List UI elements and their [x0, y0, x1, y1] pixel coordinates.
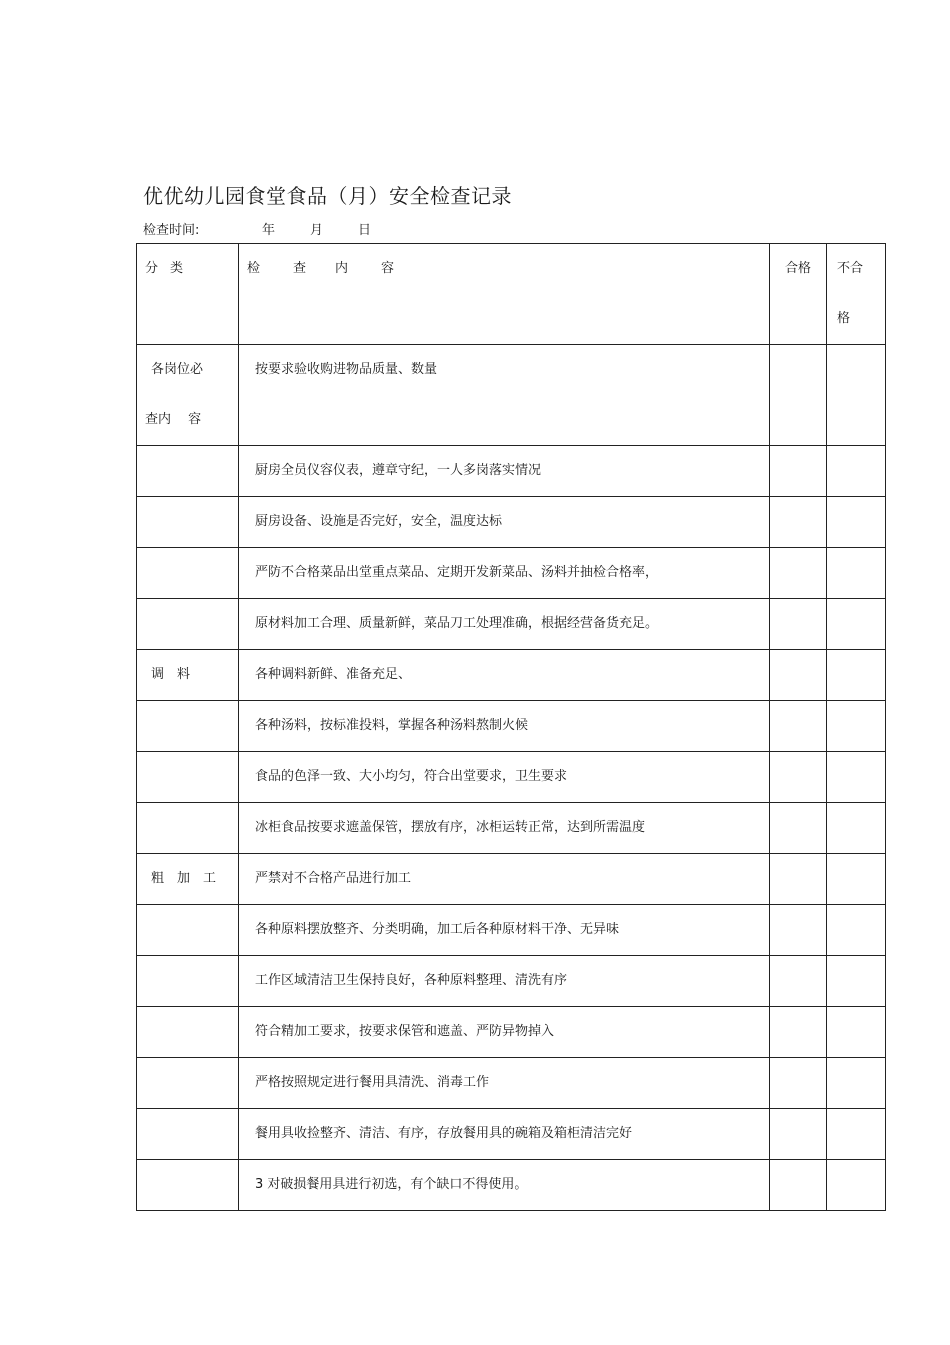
table-row — [137, 548, 886, 599]
fail-cell[interactable] — [827, 548, 886, 599]
row-category — [137, 1109, 239, 1160]
header-content-char: 容 — [381, 261, 395, 276]
row-category — [137, 1007, 239, 1058]
table-row — [137, 1007, 886, 1058]
pass-cell[interactable] — [770, 803, 827, 854]
header-content-char: 查 — [293, 261, 307, 276]
fail-cell[interactable] — [827, 803, 886, 854]
table-row — [137, 752, 886, 803]
table-row — [137, 497, 886, 548]
fail-cell[interactable] — [827, 752, 886, 803]
row-content: 厨房设备、设施是否完好，安全，温度达标 — [239, 497, 770, 548]
table-row — [137, 446, 886, 497]
row-content: 3 对破损餐用具进行初选，有个缺口不得使用。 — [239, 1160, 770, 1211]
year-label: 年 — [262, 223, 276, 238]
pass-cell[interactable] — [770, 599, 827, 650]
fail-cell[interactable] — [827, 1058, 886, 1109]
row-category — [137, 650, 239, 701]
table-row — [137, 701, 886, 752]
pass-cell[interactable] — [770, 345, 827, 446]
row-content: 严禁对不合格产品进行加工 — [239, 854, 770, 905]
row-content: 食品的色泽一致、大小均匀，符合出堂要求，卫生要求 — [239, 752, 770, 803]
fail-cell[interactable] — [827, 854, 886, 905]
pass-cell[interactable] — [770, 905, 827, 956]
header-fail-line: 格 — [837, 311, 851, 326]
fail-cell[interactable] — [827, 905, 886, 956]
pass-cell[interactable] — [770, 854, 827, 905]
row-category-line: 调 料 — [151, 667, 191, 682]
inspection-date-label: 检查时间: — [143, 223, 200, 238]
table-row — [137, 1109, 886, 1160]
month-label: 月 — [310, 223, 324, 238]
row-category — [137, 345, 239, 446]
header-fail — [827, 244, 886, 345]
row-content: 冰柜食品按要求遮盖保管，摆放有序，冰柜运转正常，达到所需温度 — [239, 803, 770, 854]
fail-cell[interactable] — [827, 1109, 886, 1160]
row-content: 严格按照规定进行餐用具清洗、消毒工作 — [239, 1058, 770, 1109]
row-category — [137, 854, 239, 905]
pass-cell[interactable] — [770, 1109, 827, 1160]
fail-cell[interactable] — [827, 701, 886, 752]
pass-cell[interactable] — [770, 1058, 827, 1109]
pass-cell[interactable] — [770, 752, 827, 803]
pass-cell[interactable] — [770, 956, 827, 1007]
header-fail-line: 不合 — [837, 261, 864, 276]
row-category — [137, 803, 239, 854]
table-row — [137, 1058, 886, 1109]
fail-cell[interactable] — [827, 1160, 886, 1211]
row-content: 各种原料摆放整齐、分类明确，加工后各种原材料干净、无异味 — [239, 905, 770, 956]
row-category — [137, 446, 239, 497]
table-header-row — [137, 244, 886, 345]
fail-cell[interactable] — [827, 497, 886, 548]
row-category-line: 粗 加 工 — [151, 871, 217, 886]
inspection-date-line — [143, 219, 371, 238]
table-row — [137, 650, 886, 701]
row-content: 各种汤料，按标准投料，掌握各种汤料熬制火候 — [239, 701, 770, 752]
row-category — [137, 1058, 239, 1109]
row-category — [137, 1160, 239, 1211]
inspection-table — [136, 243, 886, 1211]
table-row — [137, 956, 886, 1007]
row-category — [137, 548, 239, 599]
pass-cell[interactable] — [770, 1007, 827, 1058]
header-pass: 合格 — [770, 244, 827, 345]
table-row — [137, 803, 886, 854]
row-category — [137, 497, 239, 548]
row-content: 厨房全员仪容仪表，遵章守纪，一人多岗落实情况 — [239, 446, 770, 497]
fail-cell[interactable] — [827, 599, 886, 650]
row-category — [137, 956, 239, 1007]
row-category — [137, 752, 239, 803]
day-label: 日 — [358, 223, 372, 238]
row-content: 工作区域清洁卫生保持良好，各种原料整理、清洗有序 — [239, 956, 770, 1007]
pass-cell[interactable] — [770, 1160, 827, 1211]
header-category: 分类 — [137, 244, 239, 345]
row-content: 符合精加工要求，按要求保管和遮盖、严防异物掉入 — [239, 1007, 770, 1058]
row-category-line: 查内 容 — [145, 412, 202, 427]
row-category — [137, 701, 239, 752]
pass-cell[interactable] — [770, 548, 827, 599]
header-content — [239, 244, 770, 345]
row-content: 餐用具收捡整齐、清洁、有序，存放餐用具的碗箱及箱柜清洁完好 — [239, 1109, 770, 1160]
fail-cell[interactable] — [827, 650, 886, 701]
row-content: 严防不合格菜品出堂重点菜品、定期开发新菜品、汤料并抽检合格率， — [239, 548, 770, 599]
row-category — [137, 905, 239, 956]
document-title: 优优幼儿园食堂食品（月）安全检查记录 — [143, 184, 512, 208]
fail-cell[interactable] — [827, 345, 886, 446]
row-content: 原材料加工合理、质量新鲜，菜品刀工处理准确，根据经营备货充足。 — [239, 599, 770, 650]
pass-cell[interactable] — [770, 446, 827, 497]
row-content: 各种调料新鲜、准备充足、 — [239, 650, 770, 701]
row-category-line: 各岗位必 — [151, 362, 204, 377]
header-content-char: 内 — [335, 261, 349, 276]
table-row — [137, 854, 886, 905]
table-row — [137, 345, 886, 446]
header-content-char: 检 — [247, 261, 261, 276]
fail-cell[interactable] — [827, 446, 886, 497]
fail-cell[interactable] — [827, 1007, 886, 1058]
table-row — [137, 1160, 886, 1211]
row-category — [137, 599, 239, 650]
pass-cell[interactable] — [770, 497, 827, 548]
pass-cell[interactable] — [770, 701, 827, 752]
table-row — [137, 905, 886, 956]
pass-cell[interactable] — [770, 650, 827, 701]
row-content: 按要求验收购进物品质量、数量 — [239, 345, 770, 446]
fail-cell[interactable] — [827, 956, 886, 1007]
table-row — [137, 599, 886, 650]
